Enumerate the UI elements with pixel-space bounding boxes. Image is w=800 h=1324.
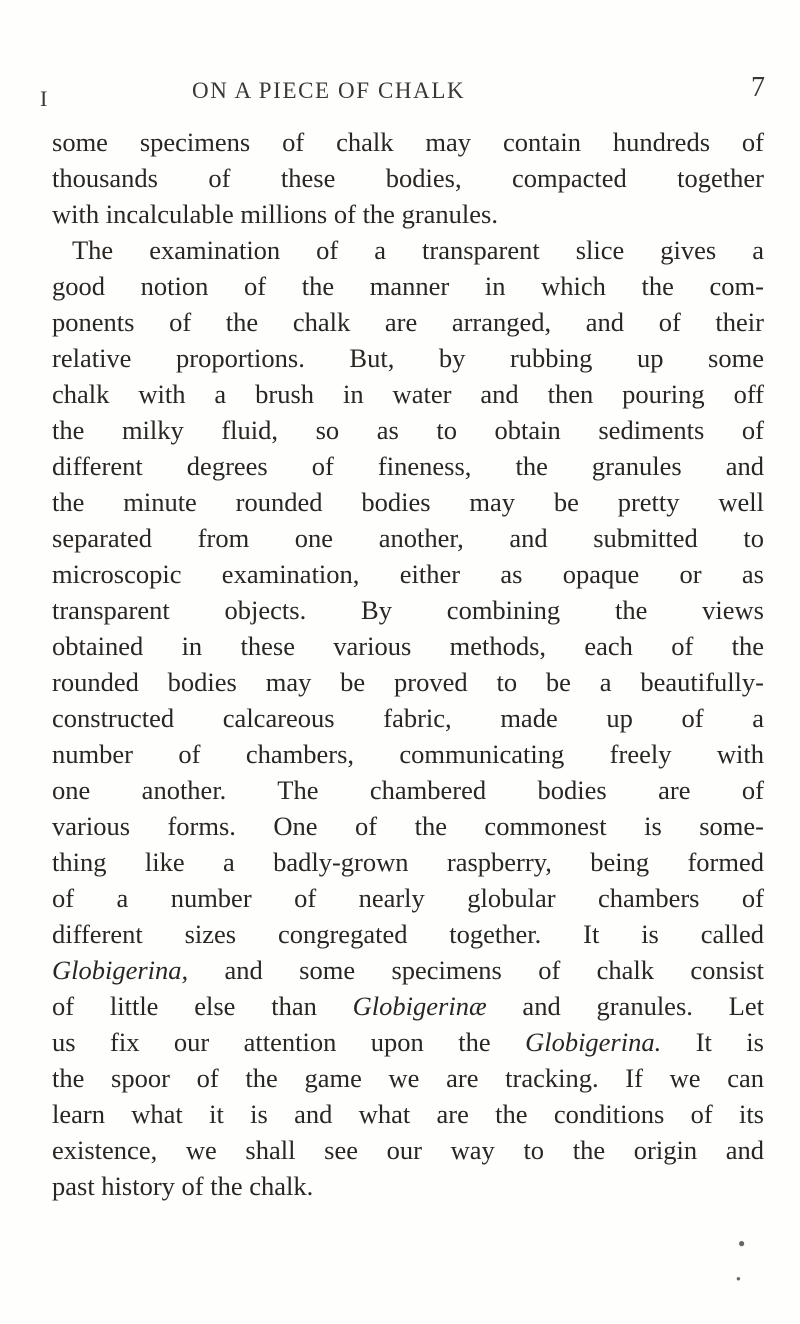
text-line: the milky fluid, so as to obtain sediments of bbox=[52, 415, 764, 445]
text-line: chalk with a brush in water and then pouring off bbox=[52, 379, 764, 409]
text-line: constructed calcareous fabric, made up of a bbox=[52, 703, 764, 733]
page-header bbox=[40, 72, 765, 112]
text-line: relative proportions. But, by rubbing up some bbox=[52, 343, 764, 373]
text-segment: and granules. Let bbox=[486, 991, 764, 1021]
taxon-name: Globigerina, bbox=[52, 955, 189, 985]
text-line: thousands of these bodies, compacted together bbox=[52, 163, 764, 193]
text-line: with incalculable millions of the granules. bbox=[52, 199, 498, 229]
text-line bbox=[52, 952, 764, 988]
text-line bbox=[52, 988, 764, 1024]
text-line: microscopic examination, either as opaque or as bbox=[52, 559, 764, 589]
text-line: The examination of a transparent slice gives a bbox=[72, 235, 764, 265]
running-head: ON A PIECE OF CHALK bbox=[192, 78, 466, 103]
taxon-name: Globigerina. bbox=[525, 1027, 662, 1057]
text-line: learn what it is and what are the conditions of its bbox=[52, 1099, 764, 1129]
text-segment: us fix our attention upon the bbox=[52, 1027, 526, 1057]
text-line: the minute rounded bodies may be pretty well bbox=[52, 487, 764, 517]
text-line: existence, we shall see our way to the origin and bbox=[52, 1135, 764, 1165]
taxon-name: Globigerinæ bbox=[352, 991, 487, 1021]
text-line: different sizes congregated together. It is called bbox=[52, 919, 764, 949]
text-line: good notion of the manner in which the com- bbox=[52, 271, 764, 301]
text-line: transparent objects. By combining the views bbox=[52, 595, 764, 625]
text-line: the spoor of the game we are tracking. If we can bbox=[52, 1063, 764, 1093]
text-line: number of chambers, communicating freely with bbox=[52, 739, 764, 769]
text-line: some specimens of chalk may contain hundreds of bbox=[52, 127, 764, 157]
text-segment: It is bbox=[661, 1027, 764, 1057]
text-segment: of little else than bbox=[52, 991, 353, 1021]
text-line: thing like a badly-grown raspberry, being formed bbox=[52, 847, 764, 877]
text-line: separated from one another, and submitted to bbox=[52, 523, 764, 553]
text-line: of a number of nearly globular chambers of bbox=[52, 883, 764, 913]
chapter-number: I bbox=[40, 86, 48, 111]
text-line: ponents of the chalk are arranged, and of their bbox=[52, 307, 764, 337]
text-line: past history of the chalk. bbox=[52, 1171, 314, 1201]
text-line bbox=[52, 1024, 764, 1060]
text-segment: and some specimens of chalk consist bbox=[188, 955, 764, 985]
text-line: rounded bodies may be proved to be a beautifully- bbox=[52, 667, 764, 697]
text-line: different degrees of fineness, the granules and bbox=[52, 451, 764, 481]
text-line: one another. The chambered bodies are of bbox=[52, 775, 764, 805]
body-text bbox=[52, 124, 764, 1204]
text-line: various forms. One of the commonest is some- bbox=[52, 811, 764, 841]
paper-speck: ● bbox=[736, 1274, 741, 1283]
paper-speck: ● bbox=[738, 1236, 746, 1250]
page-number: 7 bbox=[751, 72, 765, 103]
text-line: obtained in these various methods, each of the bbox=[52, 631, 764, 661]
